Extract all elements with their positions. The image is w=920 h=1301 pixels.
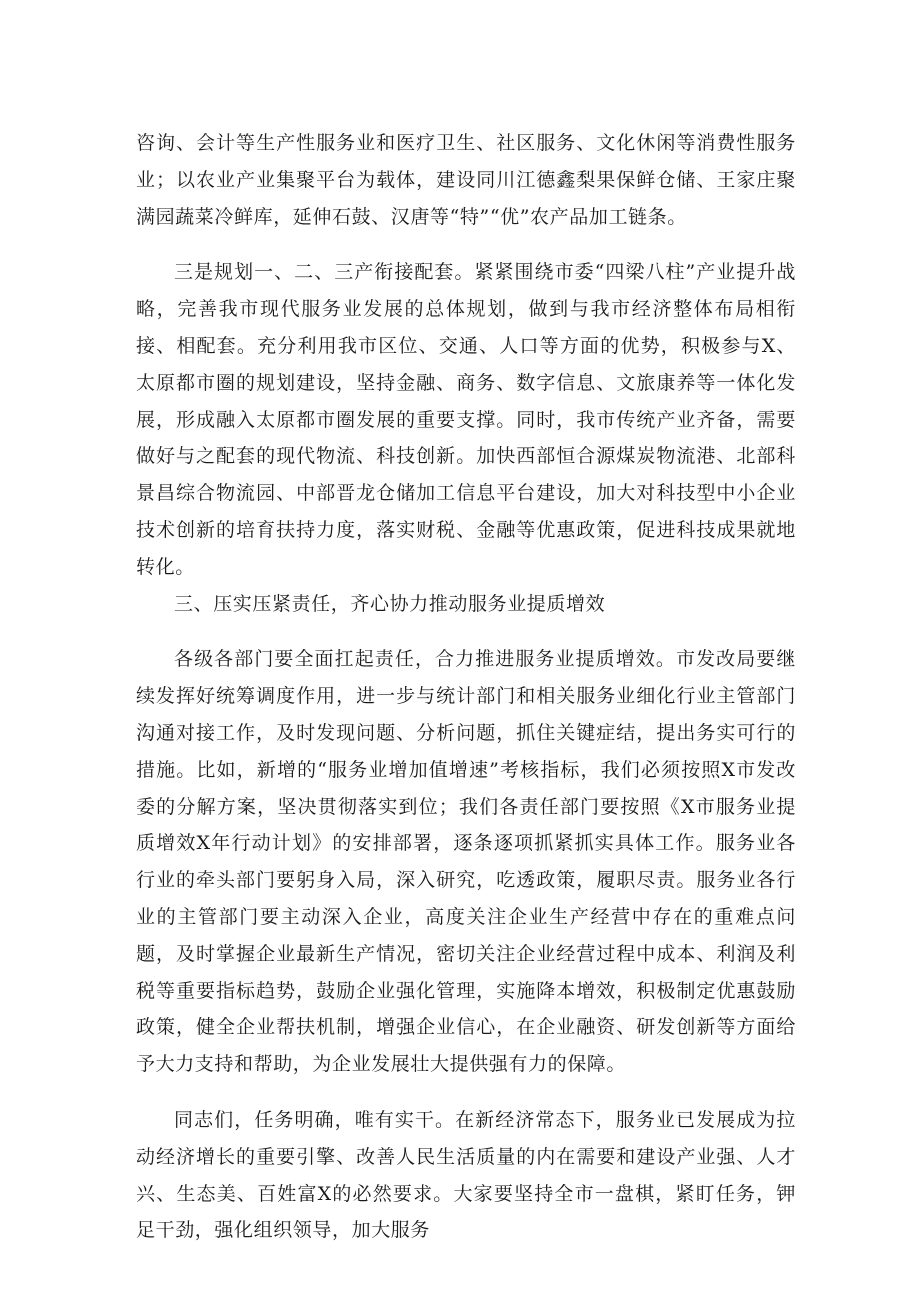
paragraph-planning: 三是规划一、二、三产衔接配套。紧紧围绕市委“四梁八柱”产业提升战略，完善我市现代服务业发展的总体规划，做到与我市经济整体布局相衔接、相配套。充分利用我市区位、交通、人口等方面的优势，积极参与X、太原都市圈的规划建设，坚持金融、商务、数字信息、文旅康养等一体化发展，形成融入太原都市圈发展的重要支撑。同时，我市传统产业齐备，需要做好与之配套的现代物流、科技创新。加快西部恒合源煤炭物流港、北部科景昌综合物流园、中部晋龙仓储加工信息平台建设，加大对科技型中小企业技术创新的培育扶持力度，落实财税、金融等优惠政策，促进科技成果就地转化。 <box>136 261 796 578</box>
document-body <box>136 125 796 1249</box>
paragraph-responsibility: 各级各部门要全面扛起责任，合力推进服务业提质增效。市发改局要继续发挥好统筹调度作用，进一步与统计部门和相关服务业细化行业主管部门沟通对接工作，及时发现问题、分析问题，抓住关键症结，提出务实可行的措施。比如，新增的“服务业增加值增速”考核指标，我们必须按照X市发改委的分解方案，坚决贯彻落实到位；我们各责任部门要按照《X市服务业提质增效X年行动计划》的安排部署，逐条逐项抓紧抓实具体工作。服务业各行业的牵头部门要躬身入局，深入研究，吃透政策，履职尽责。服务业各行业的主管部门要主动深入企业，高度关注企业生产经营中存在的重难点问题，及时掌握企业最新生产情况，密切关注企业经营过程中成本、利润及利税等重要指标趋势，鼓励企业强化管理，实施降本增效，积极制定优惠鼓励政策，健全企业帮扶机制，增强企业信心，在企业融资、研发创新等方面给予大力支持和帮助，为企业发展壮大提供强有力的保障。 <box>136 648 796 1076</box>
paragraph-closing: 同志们，任务明确，唯有实干。在新经济常态下，服务业已发展成为拉动经济增长的重要引擎、改善人民生活质量的内在需要和建设产业强、人才兴、生态美、百姓富X的必然要求。大家要坚持全市一盘棋，紧盯任务，钾足干劲，强化组织领导，加大服务 <box>136 1108 796 1242</box>
paragraph-continuation: 咨询、会计等生产性服务业和医疗卫生、社区服务、文化休闲等消费性服务业；以农业产业集聚平台为载体，建设同川江德鑫梨果保鲜仓储、王家庄聚满园蔬菜冷鲜库，延伸石鼓、汉唐等“特”“优”农产品加工链条。 <box>136 132 796 228</box>
section-heading: 三、压实压紧责任，齐心协力推动服务业提质增效 <box>174 592 606 615</box>
